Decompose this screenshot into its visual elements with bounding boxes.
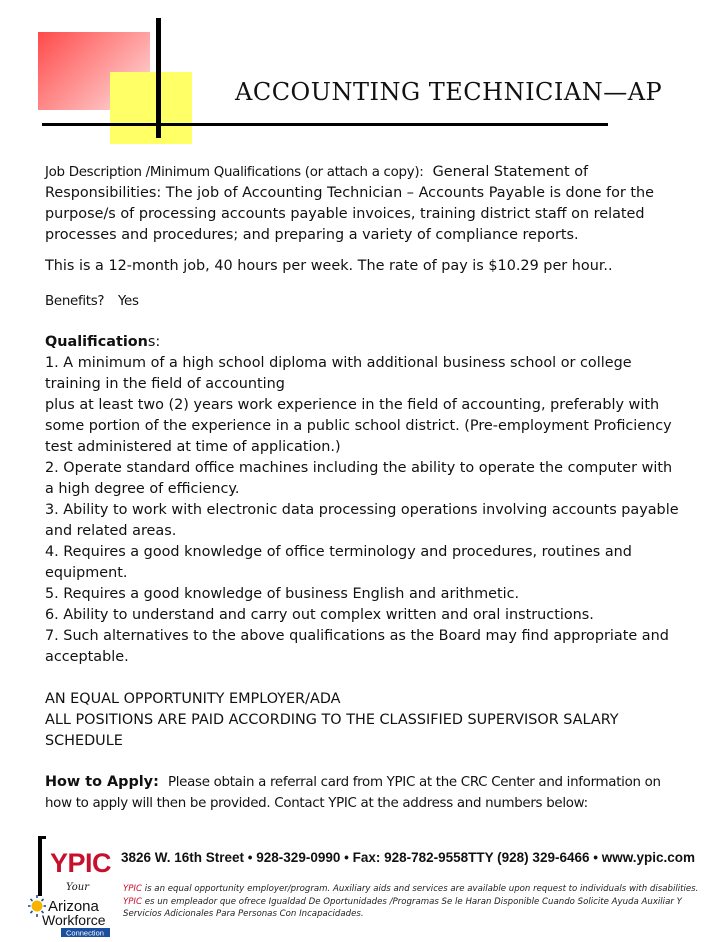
how-to-apply-text: Please obtain a referral card from YPIC at the CRC Center and information on how to apply will then be provided. Contact YPIC at the address and numbers below:: [45, 775, 661, 811]
benefits-label: Benefits?: [45, 294, 105, 309]
ypic-logo: YPIC: [50, 848, 112, 878]
eeo-disclaimer: [123, 883, 703, 921]
decorative-yellow-square: [110, 72, 192, 144]
how-to-apply-label: How to Apply:: [45, 774, 159, 790]
decorative-vertical-rule: [156, 18, 161, 138]
arizona-workforce-logo: [28, 894, 110, 938]
decorative-horizontal-rule: [42, 123, 608, 126]
job-description-label: Job Description /Minimum Qualifications (or attach a copy):: [45, 165, 424, 180]
qualifications-heading: [45, 332, 685, 353]
qualification-item: 7. Such alternatives to the above qualifications as the Board may find appropriate and acceptable.: [45, 628, 669, 665]
ypic-word: YPIC: [123, 884, 142, 894]
schedule-and-pay: This is a 12-month job, 40 hours per week. The rate of pay is $10.29 per hour..: [45, 258, 613, 274]
disclaimer-english: [123, 883, 703, 896]
job-posting-body: [45, 162, 685, 814]
benefits-line: [45, 291, 685, 312]
disclaimer-spanish: [123, 896, 703, 921]
qualification-item: 5. Requires a good knowledge of business English and arithmetic.: [45, 586, 520, 602]
salary-schedule-line: ALL POSITIONS ARE PAID ACCORDING TO THE CLASSIFIED SUPERVISOR SALARY SCHEDULE: [45, 712, 619, 749]
job-description-text: General Statement of Responsibilities: The job of Accounting Technician – Accounts Payable is done for the purpose/s of processing accounts payable invoices, training district staff on related processes and procedures; and preparing a variety of compliance reports.: [45, 164, 655, 243]
page-title: ACCOUNTING TECHNICIAN—AP: [235, 78, 663, 106]
contact-info-line: 3826 W. 16th Street • 928-329-0990 • Fax: 928-782-9558TTY (928) 329-6466 • www.ypic.com: [121, 850, 695, 865]
how-to-apply: [45, 772, 685, 814]
connection-text: Connection: [66, 928, 104, 938]
your-label: Your: [66, 882, 89, 893]
equal-opportunity-line: AN EQUAL OPPORTUNITY EMPLOYER/ADA: [45, 691, 341, 707]
workforce-text: Workforce: [42, 912, 106, 928]
disclaimer-english-text: is an equal opportunity employer/program. Auxiliary aids and services are available upon request to individuals with disabilities.: [144, 884, 699, 894]
qualifications-heading-bold: Qualification: [45, 334, 148, 350]
qualification-item: 1. A minimum of a high school diploma with additional business school or college training in the field of accounting: [45, 355, 632, 392]
benefits-value: Yes: [117, 294, 139, 309]
qualification-item: 6. Ability to understand and carry out complex written and oral instructions.: [45, 607, 594, 623]
qualification-item: 4. Requires a good knowledge of office terminology and procedures, routines and equipment.: [45, 544, 632, 581]
arizona-text: Arizona: [48, 898, 99, 915]
footer: [0, 828, 728, 942]
job-description: [45, 162, 685, 246]
qualifications-heading-rest: s:: [147, 334, 161, 350]
qualification-item: 3. Ability to work with electronic data processing operations involving accounts payable and related areas.: [45, 502, 679, 539]
qualification-item: plus at least two (2) years work experience in the field of accounting, preferably with some portion of the experience in a public school district. (Pre-employment Proficiency test administered at time of application.): [45, 397, 672, 455]
ypic-word: YPIC: [123, 896, 142, 907]
disclaimer-spanish-text: es un empleador que ofrece Igualdad De Oportunidades /Programas Se le Haran Disponible Cuando Solicite Ayuda Auxiliar Y Servicios Adicionales Para Personas Con Incapacidades.: [123, 896, 682, 919]
qualification-item: 2. Operate standard office machines including the ability to operate the computer with a high degree of efficiency.: [45, 460, 673, 497]
logo-bracket: [38, 836, 42, 896]
